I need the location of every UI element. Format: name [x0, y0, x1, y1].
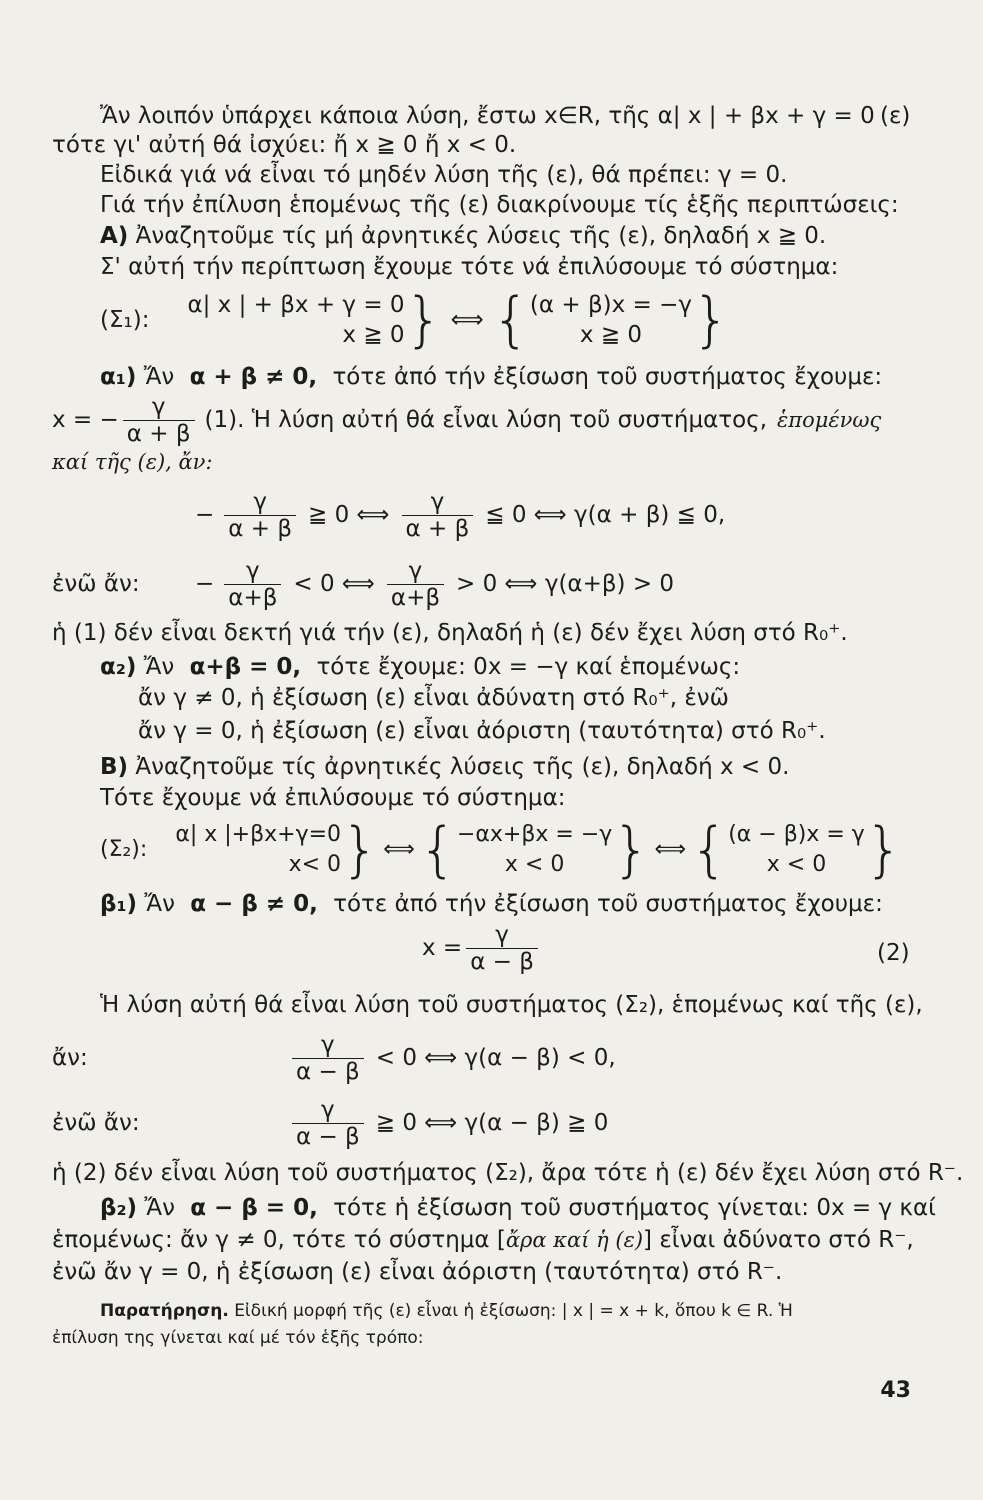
- subcase-label: α₁): [100, 364, 137, 390]
- inequality-2: [52, 556, 674, 612]
- right-brace: }: [864, 815, 903, 885]
- equation-tag: (ε): [880, 103, 911, 129]
- denominator: α − β: [296, 1058, 360, 1085]
- case-label-a: A): [100, 223, 129, 249]
- numerator: γ: [292, 1097, 364, 1124]
- equation-tag-2: (2): [877, 940, 910, 966]
- inequality-middle: < 0 ⟺: [293, 571, 375, 597]
- denominator: α+β: [228, 584, 278, 611]
- denominator: α + β: [126, 420, 191, 447]
- numerator: γ: [402, 489, 474, 516]
- note-line-2: ἐπίλυση της γίνεται καί μέ τόν ἑξῆς τρόπο:: [52, 1328, 424, 1348]
- text-line-5: [100, 221, 826, 251]
- text-line-26: [52, 1225, 914, 1255]
- subcase-condition: α − β = 0,: [190, 1195, 318, 1221]
- system-left-cond: x ≧ 0: [342, 322, 405, 348]
- case-b-text: Ἀναζητοῦμε τίς ἀρνητικές λύσεις τῆς (ε), δηλαδή x < 0.: [135, 754, 790, 780]
- note-label: Παρατήρηση.: [100, 1301, 229, 1321]
- inequality-end: ≦ 0 ⟺ γ(α + β) ≦ 0,: [485, 502, 726, 528]
- equivalence-arrow: ⟺: [654, 837, 687, 862]
- system-right: [728, 820, 865, 880]
- right-brace: }: [341, 815, 380, 885]
- text-part: ἑπομένως: ἄν γ ≠ 0, τότε τό σύστημα [: [52, 1227, 506, 1253]
- system-middle-cond: x < 0: [504, 852, 565, 877]
- text-part: ] εἶναι ἀδύνατο στό R⁻,: [643, 1227, 914, 1253]
- denominator: α − β: [296, 1123, 360, 1150]
- equation-1: [52, 392, 881, 448]
- system-label: (Σ₂):: [100, 837, 148, 862]
- right-brace: }: [612, 815, 651, 885]
- subcase-a2: [100, 652, 740, 682]
- text-line-2: τότε γι' αὐτή θά ἰσχύει: ἤ x ≧ 0 ἤ x < 0.: [52, 132, 517, 158]
- left-brace: {: [690, 815, 729, 885]
- system-right-eq: (α + β)x = −γ: [529, 292, 692, 318]
- denominator: α + β: [228, 515, 293, 542]
- page-number: 43: [880, 1378, 911, 1403]
- text-label: ἄν:: [52, 1045, 88, 1071]
- text-line-14: ἄν γ ≠ 0, ἡ ἐξίσωση (ε) εἶναι ἀδύνατη στό R₀⁺, ἐνῶ: [138, 685, 729, 711]
- subcase-text: τότε ἀπό τήν ἐξίσωση τοῦ συστήματος ἔχουμε:: [333, 891, 883, 917]
- fraction: [224, 489, 296, 542]
- italic-text: ἄρα καί ἡ (ε): [505, 1228, 644, 1252]
- subcase-condition: α − β ≠ 0,: [190, 891, 318, 917]
- text-line-9: καί τῆς (ε), ἄν:: [52, 450, 213, 474]
- inequality-end: > 0 ⟺ γ(α+β) > 0: [456, 571, 675, 597]
- denominator: α+β: [390, 584, 441, 611]
- numerator: γ: [123, 394, 195, 421]
- inequality-4: [52, 1095, 608, 1151]
- text-line-15: ἄν γ = 0, ἡ ἐξίσωση (ε) εἶναι ἀόριστη (ταυτότητα) στό R₀⁺.: [138, 718, 826, 744]
- fraction: [123, 394, 195, 447]
- inequality-3: [52, 1030, 616, 1086]
- text-line-27: ἐνῶ ἄν γ = 0, ἡ ἐξίσωση (ε) εἶναι ἀόριστη (ταυτότητα) στό R⁻.: [52, 1259, 783, 1285]
- text-line-1-body: Ἄν λοιπόν ὑπάρχει κάποια λύση, ἔστω x∈R, τῆς α| x | + βx + γ = 0: [100, 103, 875, 129]
- text-line-12: ἡ (1) δέν εἶναι δεκτή γιά τήν (ε), δηλαδή ἡ (ε) δέν ἔχει λύση στό R₀⁺.: [52, 620, 848, 646]
- subcase-text: τότε ἡ ἐξίσωση τοῦ συστήματος γίνεται: 0x = γ καί: [333, 1195, 936, 1221]
- system-sigma-2: [100, 815, 903, 885]
- text-line-17: Τότε ἔχουμε νά ἐπιλύσουμε τό σύστημα:: [100, 785, 566, 811]
- system-middle-eq: −αx+βx = −γ: [456, 822, 613, 847]
- denominator: α − β: [470, 948, 534, 975]
- minus-sign: −: [195, 571, 215, 597]
- equation-lhs: x =: [422, 935, 463, 961]
- fraction: [466, 922, 538, 975]
- subcase-text: Ἄν: [144, 891, 175, 917]
- system-middle: [457, 820, 612, 880]
- system-left-eq: α| x |+βx+γ=0: [175, 822, 342, 847]
- numerator: γ: [387, 558, 444, 585]
- text-line-24: ἡ (2) δέν εἶναι λύση τοῦ συστήματος (Σ₂), ἄρα τότε ἡ (ε) δέν ἔχει λύση στό R⁻.: [52, 1160, 964, 1186]
- text-line-6: Σ' αὐτή τήν περίπτωση ἔχουμε τότε νά ἐπιλύσουμε τό σύστημα:: [100, 254, 839, 280]
- system-left-eq: α| x | + βx + γ = 0: [187, 292, 405, 318]
- equivalence-arrow: ⟺: [450, 307, 484, 333]
- subcase-condition: α + β ≠ 0,: [189, 364, 318, 390]
- minus-sign: −: [195, 502, 215, 528]
- denominator: α + β: [405, 515, 470, 542]
- right-brace: }: [692, 285, 731, 355]
- equivalence-arrow: ⟺: [383, 837, 415, 862]
- subcase-text: Ἄν: [143, 364, 175, 390]
- system-sigma-1: [100, 285, 730, 355]
- equation-2: [422, 920, 542, 976]
- case-label-b: B): [100, 754, 129, 780]
- fraction: [224, 558, 281, 611]
- subcase-condition: α+β = 0,: [189, 654, 302, 680]
- text-label: ἐνῶ ἄν:: [52, 571, 140, 597]
- numerator: γ: [224, 489, 296, 516]
- equation-tag-e: [880, 101, 910, 131]
- left-brace: {: [418, 815, 457, 885]
- system-label: (Σ₁):: [100, 307, 150, 333]
- fraction: [402, 489, 474, 542]
- fraction: [292, 1032, 364, 1085]
- system-left-cond: x< 0: [288, 852, 342, 877]
- system-right-cond: x ≧ 0: [579, 322, 643, 348]
- fraction: [292, 1097, 364, 1150]
- text-line-4: Γιά τήν ἐπίλυση ἑπομένως τῆς (ε) διακρίνουμε τίς ἑξῆς περιπτώσεις:: [100, 192, 899, 218]
- text-line-16: [100, 752, 789, 782]
- subcase-label: β₁): [100, 891, 138, 917]
- system-left: [175, 820, 341, 880]
- text-line-21: Ἡ λύση αὐτή θά εἶναι λύση τοῦ συστήματος (Σ₂), ἑπομένως καί τῆς (ε),: [100, 992, 923, 1018]
- subcase-label: α₂): [100, 654, 137, 680]
- system-right-eq: (α − β)x = γ: [728, 822, 865, 847]
- fraction: [387, 558, 444, 611]
- subcase-b2: [100, 1193, 936, 1223]
- subcase-label: β₂): [100, 1195, 138, 1221]
- system-right-cond: x < 0: [766, 852, 827, 877]
- subcase-text: Ἄν: [143, 654, 175, 680]
- text-line-3: Εἰδικά γιά νά εἶναι τό μηδέν λύση τῆς (ε), θά πρέπει: γ = 0.: [100, 162, 788, 188]
- subcase-a1: [100, 362, 882, 392]
- system-left: [187, 290, 404, 350]
- right-brace: }: [404, 285, 443, 355]
- italic-text: ἑπομένως: [777, 408, 882, 432]
- text-line-1: [100, 101, 875, 131]
- inequality-middle: ≧ 0 ⟺: [308, 502, 390, 528]
- numerator: γ: [292, 1032, 364, 1059]
- note-line-1: [100, 1296, 793, 1326]
- equation-text: (1). Ἡ λύση αὐτή θά εἶναι λύση τοῦ συστήματος,: [204, 407, 768, 433]
- left-brace: {: [491, 285, 530, 355]
- equation-lhs: x = −: [52, 407, 119, 433]
- subcase-text: τότε ἔχουμε: 0x = −γ καί ἑπομένως:: [316, 654, 741, 680]
- text-label: ἐνῶ ἄν:: [52, 1110, 140, 1136]
- subcase-text: τότε ἀπό τήν ἐξίσωση τοῦ συστήματος ἔχουμε:: [332, 364, 883, 390]
- inequality-end: ≧ 0 ⟺ γ(α − β) ≧ 0: [375, 1110, 609, 1136]
- inequality-1: [195, 487, 725, 543]
- subcase-b1: [100, 889, 883, 919]
- note-text: Εἰδική μορφή τῆς (ε) εἶναι ἡ ἐξίσωση: | x | = x + k, ὅπου k ∈ R. Ἡ: [234, 1301, 793, 1321]
- numerator: γ: [224, 558, 281, 585]
- subcase-text: Ἄν: [144, 1195, 175, 1221]
- numerator: γ: [466, 922, 538, 949]
- case-a-text: Ἀναζητοῦμε τίς μή ἀρνητικές λύσεις τῆς (ε), δηλαδή x ≧ 0.: [135, 223, 827, 249]
- system-right: [530, 290, 692, 350]
- inequality-end: < 0 ⟺ γ(α − β) < 0,: [375, 1045, 616, 1071]
